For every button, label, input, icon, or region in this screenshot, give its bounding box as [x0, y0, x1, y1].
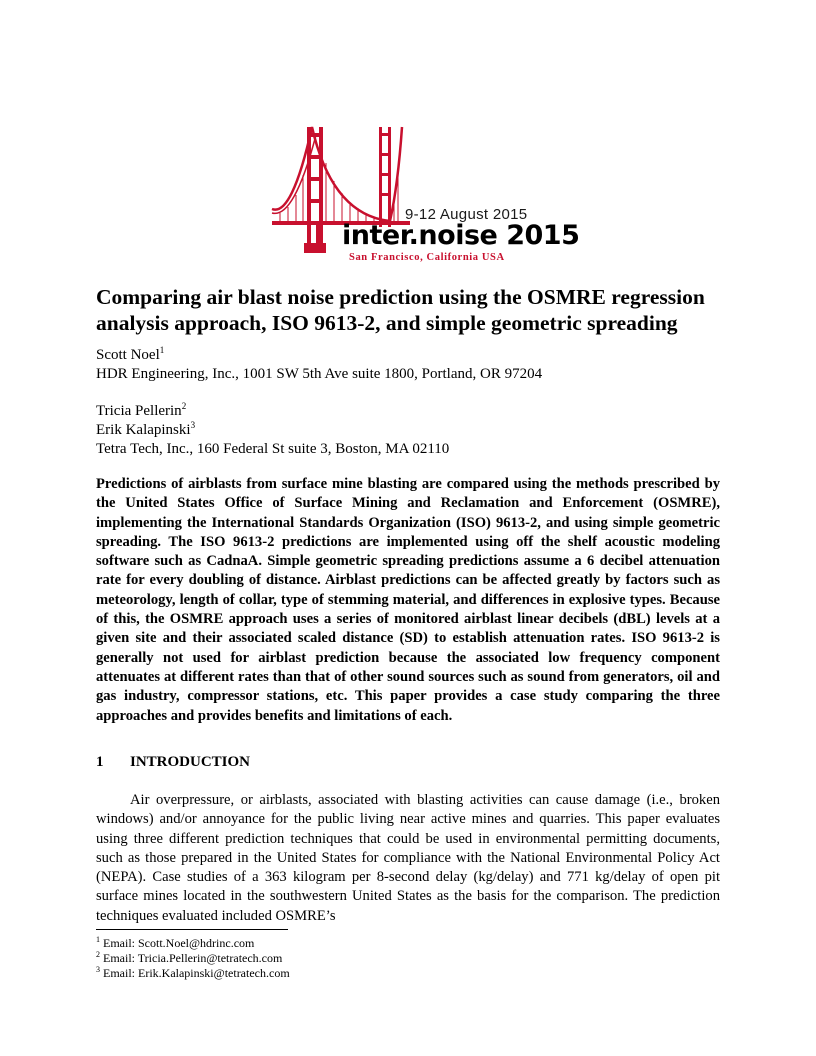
author-line [96, 402, 726, 421]
section-number: 1 [96, 754, 104, 770]
conference-name: inter.noise 2015 [342, 220, 580, 251]
conference-dates: 9-12 August 2015 [405, 206, 528, 223]
author-block [96, 346, 726, 459]
abstract: Predictions of airblasts from surface mine blasting are compared using the methods prescribed by the United States Office of Surface Mining and Reclamation and Enforcement (OSMRE), implementing the International Standards Organization (ISO) 9613-2, and using simple geometric spreading. The ISO 9613-2 predictions are implemented using off the shelf acoustic modeling software such as CadnaA. Simple geometric spreading predictions assume a 6 decibel attenuation rate for every doubling of distance. Airblast predictions can be affected greatly by factors such as meteorology, length of collar, type of stemming material, and differences in explosive types. Because of this, the OSMRE approach uses a series of monitored airblast linear decibels (dBL) levels at a given site and their associated scaled distance (SD) to establish attenuation rates. ISO 9613-2 is generally not used for airblast prediction because the associated low frequency component attenuates at different rates than that of other sound sources such as sound from generators, oil and gas industry, compressor stations, etc. This paper provides a case study comparing the three approaches and provides benefits and limitations of each. [96, 476, 720, 724]
affiliation: HDR Engineering, Inc., 1001 SW 5th Ave suite 1800, Portland, OR 97204 [96, 366, 543, 382]
footnote-divider [96, 929, 288, 930]
footnote [96, 951, 290, 966]
author-line [96, 421, 726, 440]
author-line [96, 346, 726, 365]
footnote-mark: 3 [190, 420, 196, 430]
footnote-mark: 1 [96, 935, 100, 944]
footnote-mark: 2 [96, 950, 100, 959]
footnote-text: Email: Erik.Kalapinski@tetratech.com [103, 966, 290, 980]
author-name: Tricia Pellerin [96, 403, 182, 419]
author-name: Scott Noel [96, 347, 160, 363]
footnote-mark: 2 [181, 401, 187, 411]
section-heading [96, 754, 250, 771]
footnote-mark: 3 [96, 965, 100, 974]
footnote [96, 966, 290, 981]
section-title: INTRODUCTION [130, 754, 251, 770]
conference-location: San Francisco, California USA [349, 252, 505, 263]
footnotes [96, 936, 290, 981]
paper-title: Comparing air blast noise prediction using the OSMRE regression analysis approach, ISO 9613-2, and simple geometric spreading [96, 285, 705, 335]
footnote-mark: 1 [159, 345, 165, 355]
affiliation: Tetra Tech, Inc., 160 Federal St suite 3, Boston, MA 02110 [96, 441, 450, 457]
author-name: Erik Kalapinski [96, 422, 191, 438]
introduction-paragraph: Air overpressure, or airblasts, associated with blasting activities can cause damage (i.e., broken windows) and/or annoyance for the public living near active mines and quarries. This paper evaluates using three different prediction techniques that could be used in environmental permitting documents, such as those prepared in the United States for compliance with the National Environmental Policy Act (NEPA). Case studies of a 363 kilogram per 8-second delay (kg/delay) and 771 kg/delay of open pit surface mines located in the southwestern United States as the basis for the comparison. The prediction techniques evaluated included OSMRE’s [96, 792, 720, 924]
footnote [96, 936, 290, 951]
footnote-text: Email: Scott.Noel@hdrinc.com [103, 936, 255, 950]
footnote-text: Email: Tricia.Pellerin@tetratech.com [103, 951, 283, 965]
